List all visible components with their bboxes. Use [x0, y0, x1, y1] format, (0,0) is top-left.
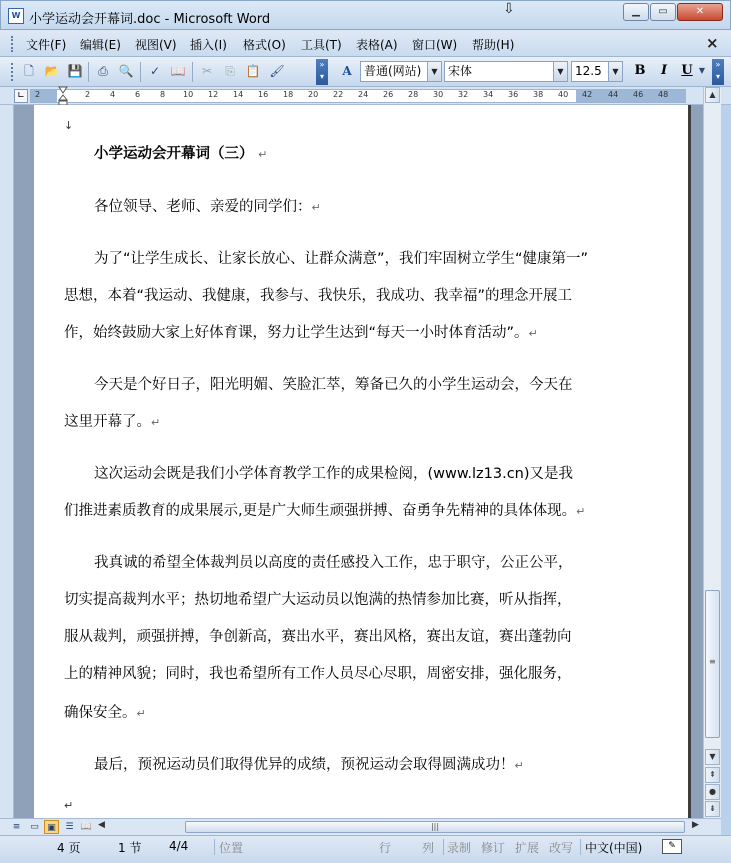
paragraph-greeting[interactable] [94, 195, 614, 216]
scroll-up-arrow-icon[interactable]: ▲ [705, 87, 720, 103]
menu-bar [0, 30, 731, 57]
line-break-mark: ↓ [64, 119, 74, 132]
title-bar [0, 0, 731, 30]
toolbar-grip[interactable] [11, 63, 14, 81]
ruler-number: 2 [85, 90, 91, 99]
menu-window[interactable]: 窗口(W) [412, 38, 458, 52]
close-window-button[interactable]: ✕ [677, 3, 723, 21]
status-section: 1 节 [118, 841, 142, 855]
next-page-icon[interactable]: ⇟ [705, 801, 720, 817]
print-icon[interactable]: ⎙ [98, 64, 108, 78]
horizontal-scroll-thumb[interactable]: ||| [185, 821, 685, 833]
ruler-number: 34 [483, 90, 494, 99]
ruler-number: 26 [383, 90, 394, 99]
ruler-number: 4 [110, 90, 116, 99]
mouse-cursor-icon: ⇩ [503, 1, 515, 17]
outline-view-icon[interactable]: ☰ [65, 822, 74, 832]
maximize-button[interactable]: ▭ [650, 3, 676, 21]
cut-icon[interactable]: ✂ [201, 64, 213, 78]
ruler-number: 8 [160, 90, 166, 99]
ruler-number: 28 [408, 90, 419, 99]
chevron-down-icon[interactable]: ▼ [427, 62, 441, 81]
menu-edit[interactable]: 编辑(E) [80, 38, 121, 52]
paragraph-mark: ↵ [514, 759, 524, 772]
word-app-icon[interactable]: W [8, 8, 24, 24]
standard-toolbar [0, 57, 731, 87]
menu-insert[interactable]: 插入(I) [190, 38, 227, 52]
font-size-combobox[interactable] [571, 61, 623, 82]
chevron-down-icon[interactable]: ▼ [608, 62, 622, 81]
line-text: 为了“让学生成长、让家长放心、让群众满意”，我们牢固树立学生“健康第一” [94, 251, 589, 267]
status-separator [443, 839, 444, 855]
ruler-margin-right [576, 90, 686, 102]
horizontal-ruler-row [0, 87, 731, 105]
menu-file[interactable]: 文件(F) [26, 38, 67, 52]
format-painter-icon[interactable]: 🖌 [269, 64, 285, 78]
line-text: 作，始终鼓励大家上好体育课，努力让学生达到“每天一小时体育活动”。 [64, 325, 529, 341]
toolbar-separator [140, 62, 141, 82]
ruler-number: 40 [558, 90, 569, 99]
status-page: 4 页 [57, 841, 81, 855]
status-record[interactable]: 录制 [447, 841, 472, 855]
open-folder-icon[interactable]: 📂 [44, 64, 60, 78]
paragraph-line[interactable] [64, 499, 584, 520]
italic-button[interactable]: I [660, 63, 668, 78]
ruler-number: 22 [333, 90, 344, 99]
line-text: 确保安全。 [64, 705, 137, 721]
web-layout-icon[interactable]: ▭ [30, 822, 39, 832]
ruler-number: 24 [358, 90, 369, 99]
menu-format[interactable]: 格式(O) [243, 38, 286, 52]
menu-help[interactable]: 帮助(H) [472, 38, 515, 52]
line-text: 上的精神风貌；同时，我也希望所有工作人员尽心尽职，周密安排，强化服务， [64, 666, 572, 682]
window-title: 小学运动会开幕词.doc - Microsoft Word [29, 12, 271, 27]
toolbar-overflow-chevron-icon[interactable]: » ▾ [316, 59, 328, 85]
underline-button[interactable]: U [681, 63, 693, 78]
spelling-icon[interactable]: ✓ [149, 64, 161, 78]
vertical-scrollbar[interactable] [703, 87, 721, 818]
document-title[interactable] [94, 142, 614, 163]
spelling-status-icon[interactable]: ✎ [662, 839, 682, 854]
paragraph-line[interactable] [94, 247, 614, 268]
document-title-text: 小学运动会开幕词（三） [94, 146, 254, 162]
ruler-number: 18 [283, 90, 294, 99]
ruler-number: 10 [183, 90, 194, 99]
line-text: 各位领导、老师、亲爱的同学们： [94, 199, 312, 215]
ruler-number: 20 [308, 90, 319, 99]
paragraph-line[interactable] [94, 753, 614, 774]
previous-page-icon[interactable]: ⇞ [705, 767, 720, 783]
paragraph-mark: ↵ [136, 707, 146, 720]
document-page[interactable] [34, 105, 688, 818]
paragraph-line[interactable] [64, 662, 584, 683]
ruler-number: 12 [208, 90, 219, 99]
paragraph-line[interactable] [94, 462, 614, 483]
status-overtype[interactable]: 改写 [549, 841, 574, 855]
ruler-number: 48 [658, 90, 669, 99]
menu-table[interactable]: 表格(A) [356, 38, 398, 52]
tab-stop-selector[interactable]: ∟ [14, 89, 28, 103]
status-column: 列 [422, 841, 435, 855]
font-value: 宋体 [448, 64, 473, 78]
paragraph-line[interactable] [64, 701, 584, 722]
print-preview-icon[interactable]: 🔍 [118, 64, 134, 78]
line-text: 这次运动会既是我们小学体育教学工作的成果检阅，(www.lz13.cn)又是我 [94, 466, 574, 482]
page-shadow [688, 105, 691, 818]
document-area [14, 105, 703, 818]
research-icon[interactable]: 📖 [170, 64, 186, 78]
paragraph-line[interactable] [94, 373, 614, 394]
scroll-left-arrow-icon[interactable]: ◀ [98, 820, 105, 830]
line-text: 今天是个好日子，阳光明媚、笑脸汇萃，筹备已久的小学生运动会，今天在 [94, 377, 573, 393]
ruler-number: 30 [433, 90, 444, 99]
paragraph-line[interactable] [64, 625, 584, 646]
status-line: 行 [379, 841, 392, 855]
line-text: 服从裁判，顽强拼搏，争创新高，赛出水平，赛出风格，赛出友谊，赛出蓬勃向 [64, 629, 572, 645]
style-value: 普通(网站) [364, 64, 422, 78]
paragraph-mark: ↵ [64, 799, 74, 812]
line-text: 切实提高裁判水平；热切地希望广大运动员以饱满的热情参加比赛，听从指挥， [64, 592, 572, 608]
close-document-button[interactable]: × [706, 34, 719, 52]
status-language: 中文(中国) [585, 841, 643, 855]
menu-tools[interactable]: 工具(T) [301, 38, 342, 52]
paragraph-mark: ↵ [311, 201, 321, 214]
scroll-right-arrow-icon[interactable]: ▶ [692, 820, 699, 830]
vertical-scroll-thumb[interactable]: ≡ [705, 590, 720, 738]
select-browse-object-icon[interactable]: ● [705, 784, 720, 800]
save-icon[interactable]: 💾 [67, 64, 83, 78]
style-combobox[interactable] [360, 61, 442, 82]
paragraph-line[interactable] [64, 588, 584, 609]
status-position: 位置 [219, 841, 244, 855]
paragraph-line[interactable] [64, 321, 584, 342]
status-bar [0, 835, 731, 863]
ruler-number: 32 [458, 90, 469, 99]
ruler-number: 36 [508, 90, 519, 99]
toolbar-overflow-chevron-icon[interactable]: » ▾ [712, 59, 724, 85]
paragraph-mark: ↵ [258, 148, 268, 161]
ruler-number: 6 [135, 90, 141, 99]
ruler-number: 42 [582, 90, 593, 99]
line-text: 我真诚的希望全体裁判员以高度的责任感投入工作，忠于职守，公正公平， [94, 555, 573, 571]
new-document-icon[interactable]: 🗋 [24, 64, 34, 78]
font-size-value: 12.5 [575, 64, 602, 78]
horizontal-scrollbar [0, 818, 721, 835]
ruler-number: 44 [608, 90, 619, 99]
minimize-button[interactable]: ▁ [623, 3, 649, 21]
line-text: 思想，本着“我运动、我健康，我参与、我快乐，我成功、我幸福”的理念开展工 [64, 288, 573, 304]
ruler-number: 46 [633, 90, 644, 99]
indent-marker-icon[interactable] [58, 86, 68, 106]
line-text: 最后，预祝运动员们取得优异的成绩，预祝运动会取得圆满成功！ [94, 757, 515, 773]
toolbar-separator [88, 62, 89, 82]
toolbar-separator [192, 62, 193, 82]
status-extend[interactable]: 扩展 [515, 841, 540, 855]
paragraph-line[interactable] [94, 551, 614, 572]
paragraph-line[interactable] [64, 410, 584, 431]
status-separator [580, 839, 581, 855]
reading-layout-icon[interactable]: 📖 [80, 822, 93, 832]
line-text: 们推进素质教育的成果展示,更是广大师生顽强拼搏、奋勇争先精神的具体体现。 [64, 503, 577, 519]
paragraph-mark: ↵ [576, 505, 586, 518]
status-track-changes[interactable]: 修订 [481, 841, 506, 855]
status-page-of: 4/4 [169, 839, 189, 853]
font-combobox[interactable] [444, 61, 568, 82]
horizontal-ruler[interactable] [30, 89, 686, 103]
chevron-down-icon[interactable]: ▼ [553, 62, 567, 81]
normal-view-icon[interactable]: ≡ [12, 822, 21, 832]
status-separator [214, 839, 215, 855]
print-layout-icon[interactable]: ▣ [44, 820, 59, 834]
chevron-down-icon[interactable]: ▼ [698, 66, 706, 75]
paragraph-mark: ↵ [528, 327, 538, 340]
menubar-grip[interactable] [11, 36, 14, 52]
ruler-number: 38 [533, 90, 544, 99]
paragraph-mark: ↵ [151, 416, 161, 429]
ruler-number: 16 [258, 90, 269, 99]
ruler-number: 2 [35, 90, 41, 99]
ruler-number: 14 [233, 90, 244, 99]
copy-icon[interactable]: ⎘ [225, 64, 235, 78]
scroll-down-arrow-icon[interactable]: ▼ [705, 749, 720, 765]
paragraph-line[interactable] [64, 284, 584, 305]
paste-icon[interactable]: 📋 [245, 64, 261, 78]
menu-view[interactable]: 视图(V) [135, 38, 177, 52]
line-text: 这里开幕了。 [64, 414, 151, 430]
bold-button[interactable]: B [634, 63, 646, 78]
styles-icon[interactable]: A [342, 64, 352, 78]
vertical-ruler[interactable] [0, 105, 14, 818]
